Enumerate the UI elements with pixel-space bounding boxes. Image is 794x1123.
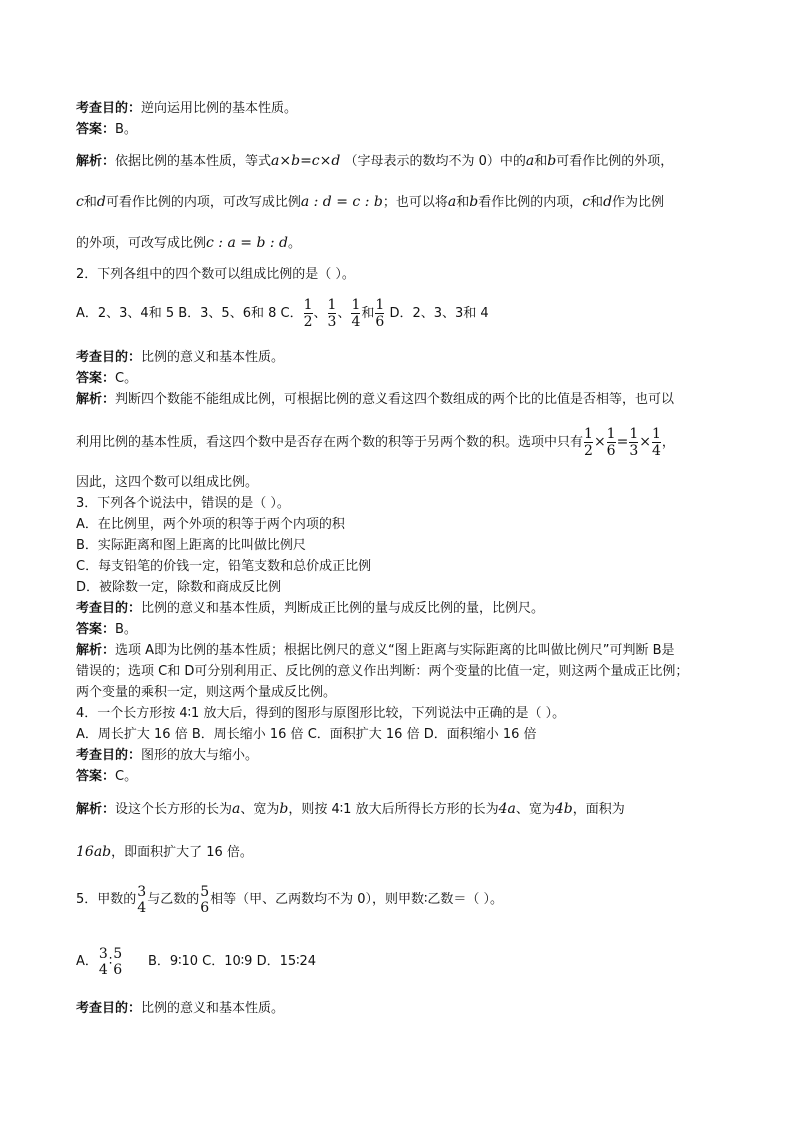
q5-opt-a-frac-2: 5 6 — [113, 945, 123, 978]
q2-analysis-line1: 解析：判断四个数能不能组成比例，可根据比例的意义看这四个数组成的两个比的比值是否相等，也可以 — [76, 392, 675, 407]
q1-analysis-line1: 解析：依据比例的基本性质，等式a×b=c×d （字母表示的数均不为 0）中的a和b可看作比例的外项， — [76, 153, 674, 169]
q3-analysis-line3: 两个变量的乘积一定，则这两个量成反比例。 — [76, 685, 337, 700]
q2-options: A．2、3、4和 5 B．3、5、6和 8 C． $\frac{1}{2}$ 、 $\frac{1}{3}$ 、 $\frac{1}{4}$ 和 $\frac{1}{6}$ D．2、3、3和 4 — [76, 297, 489, 330]
q2-eq-frac-3: $\frac{1}{3}$ — [629, 426, 639, 459]
q1-answer: 答案：B。 — [76, 122, 137, 137]
q4-analysis-line1: 解析：设这个长方形的长为a、宽为b，则按 4∶1 放大后所得长方形的长为4a、宽为4b，面积为 — [76, 801, 625, 817]
q2-purpose: 考查目的：比例的意义和基本性质。 — [76, 350, 285, 365]
q3-option-c: C．每支铅笔的价钱一定，铅笔支数和总价成正比例 — [76, 559, 372, 574]
q5-frac-3-4: 3 4 — [137, 883, 147, 916]
q3-analysis-line2: 错误的；选项 C和 D可分别利用正、反比例的意义作出判断：两个变量的比值一定，则这两个量成正比例； — [76, 664, 689, 679]
q2-eq-frac-2: $\frac{1}{6}$ — [606, 426, 616, 459]
q5-purpose: 考查目的：比例的意义和基本性质。 — [76, 1001, 285, 1016]
q5-stem: 5．甲数的 3 4 与乙数的 5 6 相等（甲、乙两数均不为 0），则甲数∶乙数＝（ ）。 — [76, 883, 504, 916]
q3-analysis-line1: 解析：选项 A即为比例的基本性质；根据比例尺的意义“图上距离与实际距离的比叫做比例尺”可判断 B是 — [76, 643, 675, 658]
q5-opt-a-frac-1: 3 4 — [98, 945, 108, 978]
q4-stem: 4．一个长方形按 4∶1 放大后，得到的图形与原图形比较，下列说法中正确的是（ ）。 — [76, 706, 566, 721]
q2-frac-4: $\frac{1}{6}$ — [375, 297, 385, 330]
q3-answer: 答案：B。 — [76, 622, 137, 637]
q4-purpose: 考查目的：图形的放大与缩小。 — [76, 748, 259, 763]
q3-option-b: B．实际距离和图上距离的比叫做比例尺 — [76, 538, 306, 553]
q5-options: A． 3 4 ∶ 5 6 B．9∶10 C．10∶9 D．15∶24 — [76, 945, 317, 978]
q2-eq-frac-1: $\frac{1}{2}$ — [584, 426, 593, 459]
q2-analysis-line2: 利用比例的基本性质，看这四个数中是否存在两个数的积等于另两个数的积。选项中只有 $\frac{1}{2}$ × $\frac{1}{6}$ = $\frac{1}{3}$ × $\frac{1}{4}$ ， — [76, 426, 675, 459]
q3-option-d: D．被除数一定，除数和商成反比例 — [76, 580, 282, 595]
q2-frac-1: $\frac{1}{2}$ — [303, 297, 313, 330]
q2-stem: 2．下列各组中的四个数可以组成比例的是（ ）。 — [76, 267, 355, 282]
q4-answer: 答案：C。 — [76, 769, 138, 784]
q2-frac-3: $\frac{1}{4}$ — [351, 297, 361, 330]
q4-analysis-line2: 16ab，即面积扩大了 16 倍。 — [76, 844, 253, 860]
q2-answer: 答案：C。 — [76, 371, 138, 386]
q2-analysis-line3: 因此，这四个数可以组成比例。 — [76, 475, 259, 490]
q3-stem: 3．下列各个说法中，错误的是（ ）。 — [76, 496, 290, 511]
q5-frac-5-6: 5 6 — [200, 883, 210, 916]
q2-frac-2: $\frac{1}{3}$ — [327, 297, 337, 330]
q4-options: A．周长扩大 16 倍 B．周长缩小 16 倍 C．面积扩大 16 倍 D．面积缩小 16 倍 — [76, 727, 537, 742]
q3-purpose: 考查目的：比例的意义和基本性质，判断成正比例的量与成反比例的量，比例尺。 — [76, 601, 545, 616]
q1-analysis-line3: 的外项，可改写成比例c : a = b : d。 — [76, 235, 302, 251]
q1-purpose: 考查目的：逆向运用比例的基本性质。 — [76, 101, 298, 116]
q1-analysis-line2: c和d可看作比例的内项，可改写成比例a : d = c : b；也可以将a和b看作比例的内项，c和d作为比例 — [76, 194, 665, 210]
q2-eq-frac-4: $\frac{1}{4}$ — [651, 426, 661, 459]
q3-option-a: A．在比例里，两个外项的积等于两个内项的积 — [76, 517, 345, 532]
